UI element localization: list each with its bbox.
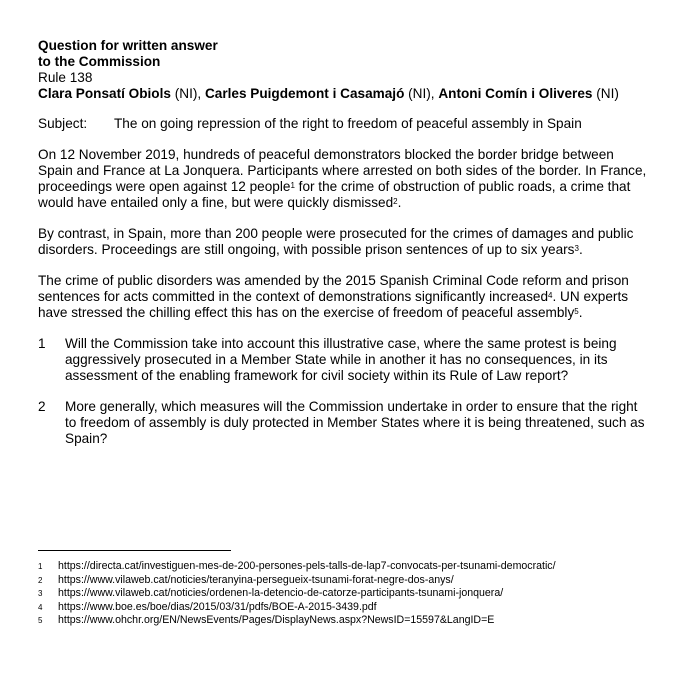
footnote-link[interactable]: https://www.ohchr.org/EN/NewsEvents/Pages/DisplayNews.aspx?NewsID=15597&LangID=E <box>58 614 495 626</box>
footnotes <box>38 560 556 628</box>
paragraph-1 <box>38 147 652 211</box>
text-span: . <box>578 242 583 257</box>
text-span: would have entailed only a fine, but were quickly dismissed <box>38 195 394 210</box>
footnote <box>38 601 556 615</box>
paragraph-line <box>38 242 652 258</box>
paragraph-line <box>38 289 652 305</box>
question-line: More generally, which measures will the Commission undertake in order to ensure that the right <box>65 399 638 414</box>
text-span: . UN experts <box>552 289 629 304</box>
subject-text: The on going repression of the right to freedom of peaceful assembly in Spain <box>114 116 582 131</box>
footnote-ref: 5 <box>574 307 579 316</box>
footnote-ref: 4 <box>548 291 553 300</box>
question-line: to freedom of assembly is duly protected in Member States where it is being threatened, such as <box>65 415 645 430</box>
subject-label: Subject: <box>38 116 88 131</box>
doc-type-line1: Question for written answer <box>38 38 218 53</box>
question-line: Will the Commission take into account this illustrative case, where the same protest is being <box>65 336 617 351</box>
footnote-separator <box>38 550 231 551</box>
text-span: . <box>397 195 402 210</box>
author-name: Carles Puigdemont i Casamajó <box>204 86 405 101</box>
author-group: (NI), <box>170 86 205 101</box>
footnote-number: 2 <box>38 575 43 585</box>
footnote-link[interactable]: https://www.vilaweb.cat/noticies/ordenen-la-detencio-de-catorze-participants-tsunami-jonquera/ <box>58 587 504 599</box>
paragraph-line <box>38 179 652 195</box>
paragraph-line: On 12 November 2019, hundreds of peaceful demonstrators blocked the border bridge between <box>38 147 614 162</box>
footnote-ref: 3 <box>574 244 579 253</box>
authors-line <box>38 86 652 102</box>
text-span: disorders. Proceedings are still ongoing, with possible prison sentences of up to six years <box>38 242 575 257</box>
paragraph-3 <box>38 273 652 321</box>
footnote-link[interactable]: https://directa.cat/investiguen-mes-de-200-persones-pels-talls-de-lap7-convocats-per-tsunami-democratic/ <box>58 560 556 572</box>
footnote-number: 3 <box>38 589 43 598</box>
footnote <box>38 587 556 601</box>
subject-row <box>38 116 652 132</box>
paragraph-line <box>38 195 652 211</box>
footnote <box>38 574 556 588</box>
author-name: Antoni Comín i Oliveres <box>438 86 593 101</box>
author-group: (NI) <box>592 86 619 101</box>
footnote-link[interactable]: https://www.boe.es/boe/dias/2015/03/31/pdfs/BOE-A-2015-3439.pdf <box>58 600 377 613</box>
text-span: for the crime of obstruction of public roads, a crime that <box>294 179 631 194</box>
footnote-ref: 1 <box>290 181 295 190</box>
footnote <box>38 614 556 628</box>
question-line: aggressively prosecuted in a Member State while in another it has no consequences, in its <box>65 352 608 367</box>
footnote-link[interactable]: https://www.vilaweb.cat/noticies/teranyina-persegueix-tsunami-forat-negre-dos-anys/ <box>58 573 454 586</box>
author-group: (NI), <box>404 86 439 101</box>
question-line: Spain? <box>65 431 108 446</box>
document-body <box>38 38 652 447</box>
footnote-number: 5 <box>38 616 43 625</box>
text-span: sentences for acts committed in the context of demonstrations significantly increased <box>38 289 549 304</box>
question-line: assessment of the enabling framework for civil society within its Rule of Law report? <box>65 368 569 383</box>
paragraph-2 <box>38 226 652 258</box>
paragraph-line: Spain and France at La Jonquera. Participants where arrested on both sides of the border. In France, <box>38 163 647 178</box>
text-span: have stressed the chilling effect this has on the exercise of freedom of peaceful assembly <box>38 305 575 320</box>
rule-number: Rule 138 <box>38 70 93 85</box>
footnote-number: 4 <box>38 602 43 612</box>
footnote <box>38 560 556 574</box>
question-item <box>38 336 652 384</box>
footnote-ref: 2 <box>393 197 398 206</box>
question-number: 1 <box>38 336 46 351</box>
footnote-number: 1 <box>38 562 43 571</box>
text-span: proceedings were open against 12 people <box>38 179 291 194</box>
question-item <box>38 399 652 447</box>
paragraph-line: By contrast, in Spain, more than 200 people were prosecuted for the crimes of damages and public <box>38 226 634 241</box>
paragraph-line <box>38 305 652 321</box>
question-number: 2 <box>38 399 46 414</box>
paragraph-line: The crime of public disorders was amended by the 2015 Spanish Criminal Code reform and prison <box>38 273 629 288</box>
author-name: Clara Ponsatí Obiols <box>38 86 171 101</box>
doc-type-line2: to the Commission <box>38 54 161 69</box>
text-span: . <box>578 305 583 320</box>
